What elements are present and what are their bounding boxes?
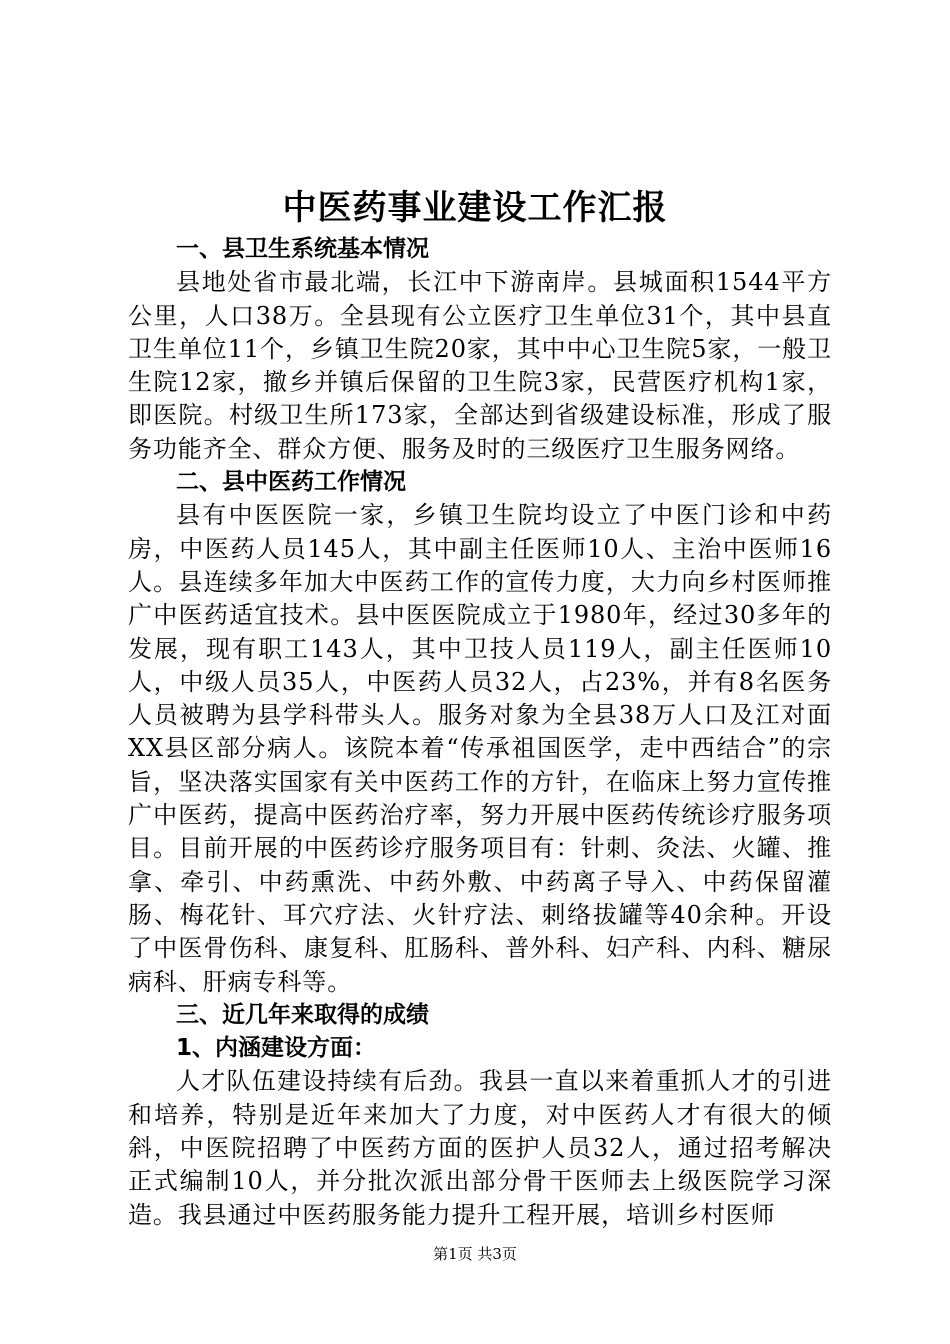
document-title: 中医药事业建设工作汇报 [282,188,668,228]
document-body [128,233,832,1232]
section-paragraph-1: 县地处省市最北端，长江中下游南岸。县城面积1544平方公里，人口38万。全县现有公立医疗卫生单位31个，其中县直卫生单位11个，乡镇卫生院20家，其中中心卫生院5家，一般卫生院12家，撤乡并镇后保留的卫生院3家，民营医疗机构1家，即医院。村级卫生所173家，全部达到省级建设标准，形成了服务功能齐全、群众方便、服务及时的三级医疗卫生服务网络。 [128,268,832,463]
section-paragraph-3: 人才队伍建设持续有后劲。我县一直以来着重抓人才的引进和培养，特别是近年来加大了力度，对中医药人才有很大的倾斜，中医院招聘了中医药方面的医护人员32人，通过招考解决正式编制10人，并分批次派出部分骨干医师去上级医院学习深造。我县通过中医药服务能力提升工程开展，培训乡村医师 [128,1067,832,1229]
section-subheading-3-1: 1、内涵建设方面： [176,1035,377,1062]
section-heading-3: 三、近几年来取得的成绩 [176,1001,429,1028]
page-number-footer: 第1页 共3页 [433,1245,517,1263]
section-paragraph-2: 县有中医医院一家，乡镇卫生院均设立了中医门诊和中药房，中医药人员145人，其中副主任医师10人、主治中医师16人。县连续多年加大中医药工作的宣传力度，大力向乡村医师推广中医药适宜技术。县中医医院成立于1980年，经过30多年的发展，现有职工143人，其中卫技人员119人，副主任医师10人，中级人员35人，中医药人员32人，占23%，并有8名医务人员被聘为县学科带头人。服务对象为全县38万人口及江对面XX县区部分病人。该院本着“传承祖国医学，走中西结合”的宗旨，坚决落实国家有关中医药工作的方针，在临床上努力宣传推广中医药，提高中医药治疗率，努力开展中医药传统诊疗服务项目。目前开展的中医药诊疗服务项目有：针刺、灸法、火罐、推拿、牵引、中药熏洗、中药外敷、中药离子导入、中药保留灌肠、梅花针、耳穴疗法、火针疗法、刺络拔罐等40余种。开设了中医骨伤科、康复科、肛肠科、普外科、妇产科、内科、糖尿病科、肝病专科等。 [128,501,832,996]
section-heading-1: 一、县卫生系统基本情况 [176,236,429,262]
section-heading-2: 二、县中医药工作情况 [176,469,406,496]
